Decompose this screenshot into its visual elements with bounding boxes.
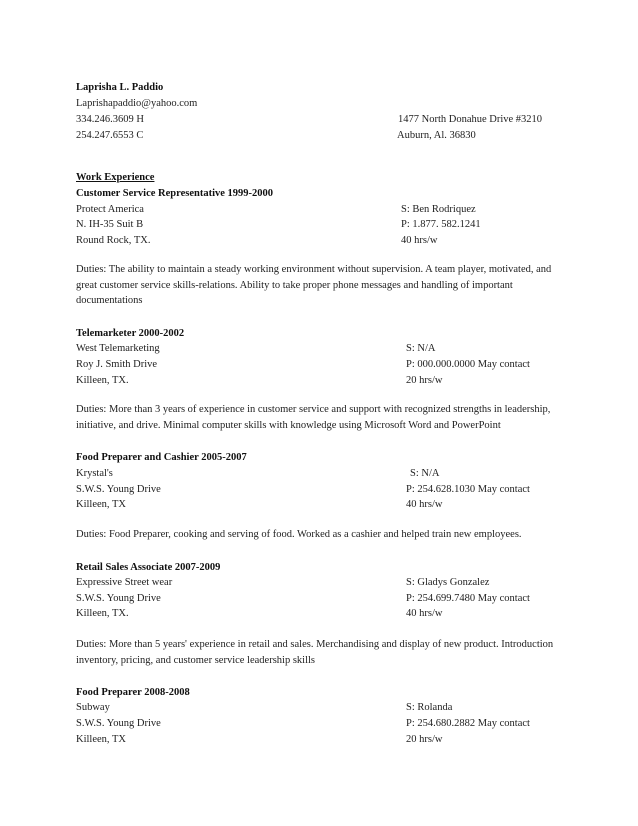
weekly-hours: 20 hrs/w: [406, 734, 443, 745]
city-state-zip: Auburn, Al. 36830: [397, 130, 476, 141]
employer-city: Killeen, TX.: [76, 608, 129, 619]
employer-phone: P: 254.628.1030 May contact: [406, 484, 530, 495]
employer-phone: P: 254.699.7480 May contact: [406, 593, 530, 604]
job-title: Telemarketer 2000-2002: [76, 328, 185, 339]
section-heading-work-experience: Work Experience: [76, 172, 155, 183]
job-duties: Duties: More than 3 years of experience in customer service and support with recognized strengths in leadership, initiative, and drive. Minimal computer skills with knowledge using Microsoft Word and PowerPoint: [76, 404, 551, 431]
weekly-hours: 40 hrs/w: [406, 608, 443, 619]
street-address: 1477 North Donahue Drive #3210: [398, 114, 543, 125]
supervisor: S: Ben Rodriquez: [401, 204, 476, 215]
employer-phone: P: 1.877. 582.1241: [401, 219, 481, 230]
job-title: Food Preparer 2008-2008: [76, 687, 190, 698]
employer-city: Killeen, TX: [76, 499, 126, 510]
weekly-hours: 40 hrs/w: [406, 499, 443, 510]
employer-street: N. IH-35 Suit B: [76, 219, 144, 230]
job-title: Customer Service Representative 1999-2000: [76, 188, 274, 199]
supervisor: S: N/A: [410, 468, 440, 479]
employer-street: S.W.S. Young Drive: [76, 718, 161, 729]
job-duties: Duties: More than 5 years' experience in retail and sales. Merchandising and display of new product. Introduction inventory, pricing, and customer service leadership skills: [76, 639, 554, 666]
supervisor: S: Rolanda: [406, 702, 453, 713]
employer-street: S.W.S. Young Drive: [76, 593, 161, 604]
supervisor: S: N/A: [406, 343, 436, 354]
employer-name: Protect America: [76, 204, 144, 215]
job-title: Retail Sales Associate 2007-2009: [76, 562, 221, 573]
employer-name: West Telemarketing: [76, 343, 160, 354]
employer-name: Expressive Street wear: [76, 577, 173, 588]
employer-street: Roy J. Smith Drive: [76, 359, 158, 370]
job-duties: Duties: Food Preparer, cooking and serving of food. Worked as a cashier and helped train new employees.: [76, 529, 522, 540]
employer-city: Killeen, TX: [76, 734, 126, 745]
email-address: Laprishapaddio@yahoo.com: [76, 98, 198, 109]
cell-phone: 254.247.6553 C: [76, 130, 144, 141]
employer-phone: P: 000.000.0000 May contact: [406, 359, 530, 370]
employer-name: Subway: [76, 702, 110, 713]
weekly-hours: 40 hrs/w: [401, 235, 438, 246]
supervisor: S: Gladys Gonzalez: [406, 577, 490, 588]
home-phone: 334.246.3609 H: [76, 114, 144, 125]
job-duties: Duties: The ability to maintain a steady working environment without supervision. A team player, motivated, and great customer service skills-relations. Ability to take proper phone messages and handling of important documentations: [76, 264, 552, 306]
employer-city: Killeen, TX.: [76, 375, 129, 386]
employer-city: Round Rock, TX.: [76, 235, 151, 246]
applicant-name: Laprisha L. Paddio: [76, 82, 164, 93]
employer-phone: P: 254.680.2882 May contact: [406, 718, 530, 729]
employer-name: Krystal's: [76, 468, 113, 479]
employer-street: S.W.S. Young Drive: [76, 484, 161, 495]
job-title: Food Preparer and Cashier 2005-2007: [76, 452, 247, 463]
weekly-hours: 20 hrs/w: [406, 375, 443, 386]
